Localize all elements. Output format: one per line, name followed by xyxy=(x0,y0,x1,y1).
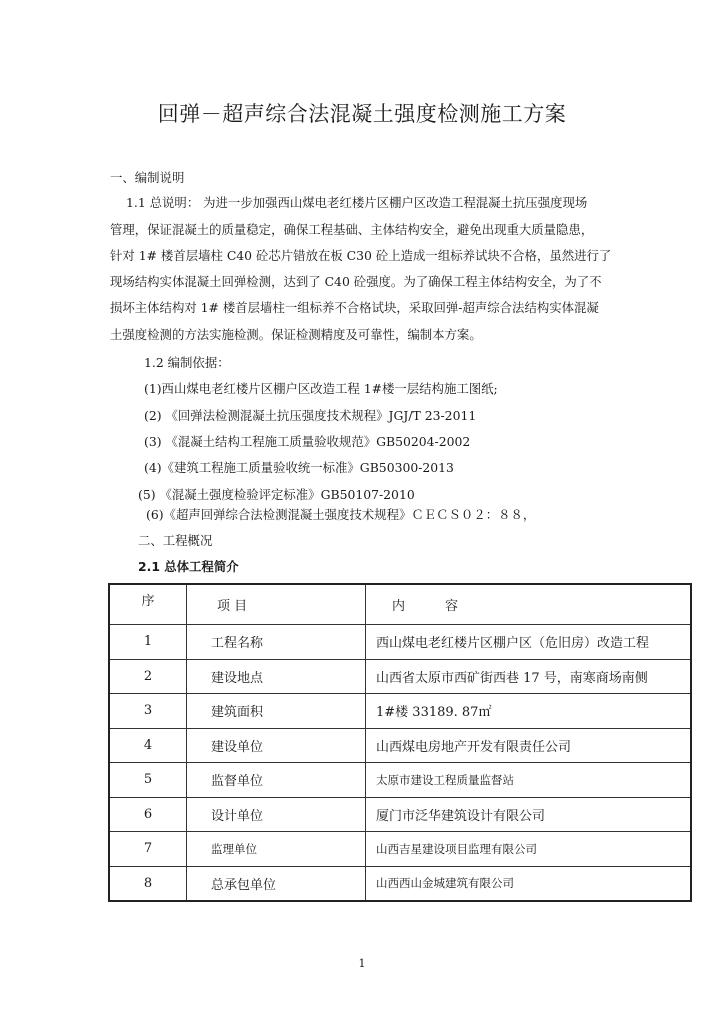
basis-item: (5) 《混凝土强度检验评定标准》GB50107-2010 xyxy=(138,487,415,502)
row-content: 山西省太原市西矿街西巷 17 号，南寒商场南侧 xyxy=(366,659,692,694)
row-no: 1 xyxy=(109,625,187,660)
desc-line: 1.1 总说明： 为进一步加强西山煤电老红楼片区棚户区改造工程混凝土抗压强度现场 xyxy=(126,195,588,210)
desc-line: 针对 1# 楼首层墙柱 C40 砼芯片错放在板 C30 砼上造成一组标养试块不合格，虽然进行了 xyxy=(110,248,612,263)
row-no: 2 xyxy=(109,659,187,694)
row-item: 建设单位 xyxy=(187,728,366,763)
table-row xyxy=(109,728,691,763)
desc-line: 现场结构实体混凝土回弹检测，达到了 C40 砼强度。为了确保工程主体结构安全，为了不 xyxy=(110,274,602,289)
row-no: 8 xyxy=(109,866,187,901)
table-row xyxy=(109,625,691,660)
project-info-table xyxy=(108,583,692,902)
basis-item: (1)西山煤电老红楼片区棚户区改造工程 1#楼一层结构施工图纸; xyxy=(144,381,498,396)
table-row xyxy=(109,659,691,694)
desc-line: 管理，保证混凝土的质量稳定，确保工程基础、主体结构安全，避免出现重大质量隐患， xyxy=(110,222,594,237)
table-row xyxy=(109,866,691,901)
table-row xyxy=(109,832,691,867)
row-item: 建设地点 xyxy=(187,659,366,694)
basis-item: (6)《超声回弹综合法检测混凝土强度技术规程》ＣＥＣＳ０２：８８， xyxy=(146,507,536,522)
row-item: 建筑面积 xyxy=(187,694,366,729)
basis-item: (4)《建筑工程施工质量验收统一标准》GB50300-2013 xyxy=(144,460,454,475)
basis-heading: 1.2 编制依据： xyxy=(144,355,230,370)
subsection-heading: 2.1 总体工程简介 xyxy=(138,559,239,574)
basis-item: (3) 《混凝土结构工程施工质量验收规范》GB50204-2002 xyxy=(144,434,471,449)
row-content: 厦门市泛华建筑设计有限公司 xyxy=(366,797,692,832)
header-no: 序 xyxy=(109,584,187,625)
section-heading-1: 一、编制说明 xyxy=(110,170,185,185)
basis-item: (2) 《回弹法检测混凝土抗压强度技术规程》JGJ/T 23-2011 xyxy=(144,408,477,423)
row-item: 设计单位 xyxy=(187,797,366,832)
row-item: 监督单位 xyxy=(187,763,366,798)
row-item: 总承包单位 xyxy=(187,866,366,901)
row-content: 1#楼 33189. 87㎡ xyxy=(366,694,692,729)
row-no: 4 xyxy=(109,728,187,763)
row-no: 5 xyxy=(109,763,187,798)
section-heading-2: 二、工程概况 xyxy=(138,533,213,548)
table-row xyxy=(109,694,691,729)
header-content: 内容 xyxy=(366,584,692,625)
row-item: 监理单位 xyxy=(187,832,366,867)
row-no: 7 xyxy=(109,832,187,867)
row-content: 山西吉星建设项目监理有限公司 xyxy=(366,832,692,867)
table-header-row xyxy=(109,584,691,625)
page-number: 1 xyxy=(358,957,366,970)
row-content: 西山煤电老红楼片区棚户区（危旧房）改造工程 xyxy=(366,625,692,660)
row-item: 工程名称 xyxy=(187,625,366,660)
row-no: 6 xyxy=(109,797,187,832)
desc-line: 土强度检测的方法实施检测。保证检测精度及可靠性，编制本方案。 xyxy=(110,327,482,342)
header-item: 项 目 xyxy=(187,584,366,625)
table-row xyxy=(109,797,691,832)
table-row xyxy=(109,763,691,798)
desc-line: 损坏主体结构对 1# 楼首层墙柱一组标养不合格试块，采取回弹-超声综合法结构实体混凝 xyxy=(110,300,599,315)
row-content: 太原市建设工程质量监督站 xyxy=(366,763,692,798)
row-no: 3 xyxy=(109,694,187,729)
page-title: 回弹－超声综合法混凝土强度检测施工方案 xyxy=(157,102,567,126)
row-content: 山西煤电房地产开发有限责任公司 xyxy=(366,728,692,763)
row-content: 山西西山金城建筑有限公司 xyxy=(366,866,692,901)
